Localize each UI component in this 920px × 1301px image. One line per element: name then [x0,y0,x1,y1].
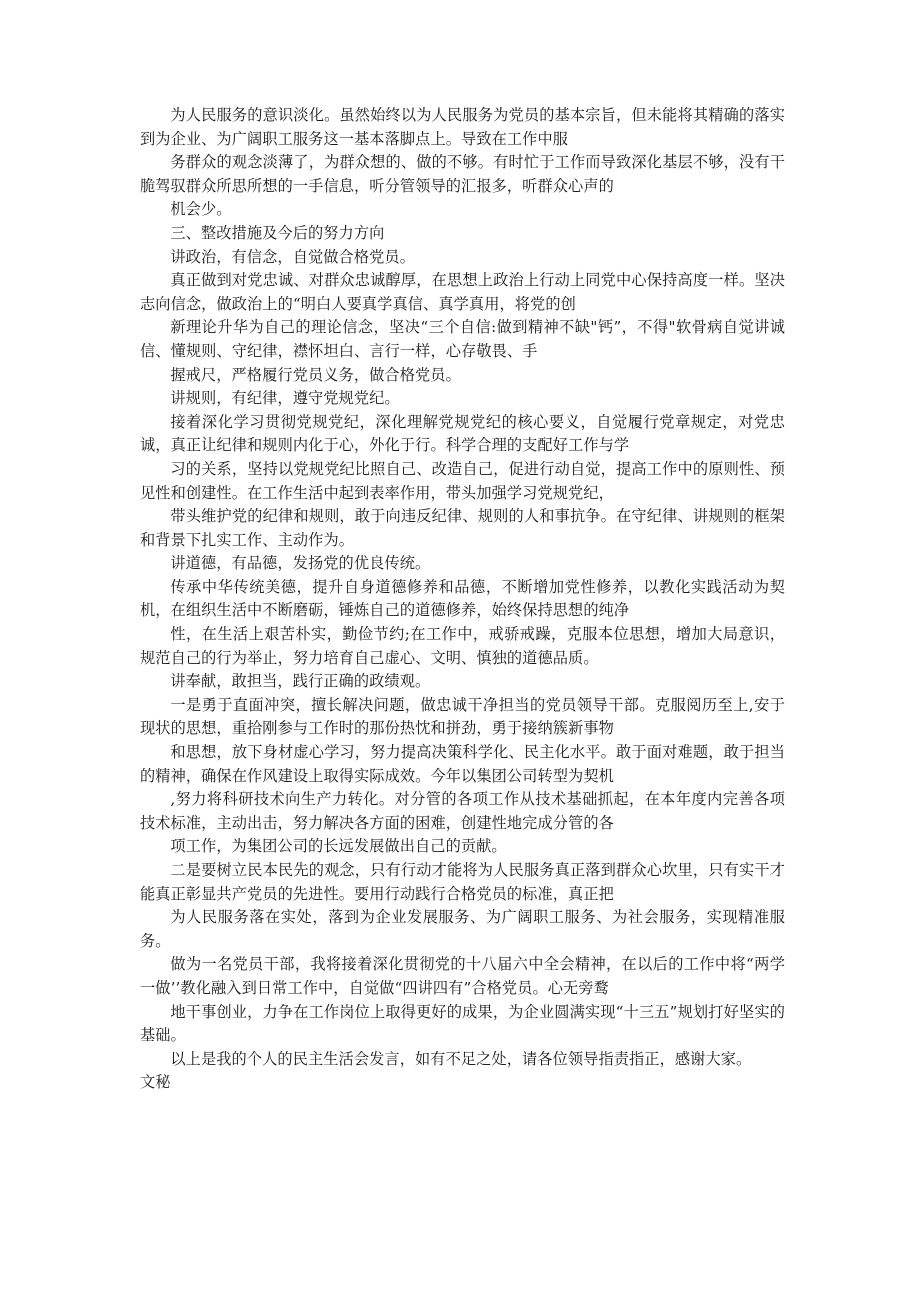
section-heading: 三、整改措施及今后的努力方向 [170,223,385,242]
paragraph: 讲道德，有品德，发扬党的优良传统。 [170,554,431,573]
paragraph: 传承中华传统美德，提升自身道德修养和品德，不断增加党性修养，以教化实践活动为契机，在组织生活中不断磨砺，锤炼自己的道德修养，始终保持思想的纯净 [140,577,785,620]
paragraph: 一是勇于直面冲突，擅长解决问题，做忠诚干净担当的党员领导干部。克服阅历至上,安于现状的思想，重拾刚参与工作时的那份热忱和拼劲，勇于接纳簇新事物 [140,695,785,738]
paragraph: 二是要树立民本民先的观念，只有行动才能将为人民服务真正落到群众心坎里，只有实干才能真正彰显共产党员的先进性。要用行动践行合格党员的标准，真正把 [140,861,785,903]
paragraph: 项工作，为集团公司的长远发展做出自己的贡献。 [170,837,507,856]
paragraph: 为人民服务落在实处，落到为企业发展服务、为广阔职工服务、为社会服务，实现精准服务。 [140,908,785,950]
paragraph: 习的关系，坚持以党规党纪比照自己、改造自己，促进行动自觉，提高工作中的原则性、预见性和创建性。在工作生活中起到表率作用，带头加强学习党规党纪， [140,459,785,502]
paragraph: 做为一名党员干部，我将接着深化贯彻党的十八届六中全会精神，在以后的工作中将“两学一做’’教化融入到日常工作中，自觉做“四讲四有”合格党员。心无旁鹜 [140,955,785,997]
footer-label: 文秘 [140,1073,171,1092]
paragraph: 性，在生活上艰苦朴实，勤俭节约;在工作中，戒骄戒躁，克服本位思想，增加大局意识，规范自己的行为举止，努力培育自己虚心、文明、慎独的道德品质。 [140,625,785,667]
paragraph: 握戒尺，严格履行党员义务，做合格党员。 [170,365,461,384]
paragraph: 接着深化学习贯彻党规党纪，深化理解党规党纪的核心要义，自觉履行党章规定，对党忠诚，真正让纪律和规则内化于心，外化于行。科学合理的支配好工作与学 [140,412,785,455]
paragraph: 讲政治，有信念，自觉做合格党员。 [170,247,415,266]
document-body [140,104,785,1095]
paragraph: 和思想，放下身材虚心学习，努力提高决策科学化、民主化水平。敢于面对难题，敢于担当的精神，确保在作风建设上取得实际成效。今年以集团公司转型为契机 [140,743,785,785]
paragraph: 带头维护党的纪律和规则，敢于向违反纪律、规则的人和事抗争。在守纪律、讲规则的框架和背景下扎实工作、主动作为。 [140,507,785,549]
paragraph: 讲奉献，敢担当，践行正确的政绩观。 [170,672,431,691]
paragraph: 务群众的观念淡薄了，为群众想的、做的不够。有时忙于工作而导致深化基层不够，没有干脆驾驭群众所思所想的一手信息，听分管领导的汇报多，听群众心声的 [140,153,785,195]
paragraph: 以上是我的个人的民主生活会发言，如有不足之处，请各位领导指责指正，感谢大家。 [170,1049,752,1068]
paragraph: 真正做到对党忠诚、对群众忠诚醇厚，在思想上政治上行动上同党中心保持高度一样。坚决志向信念，做政治上的“明白人要真学真信、真学真用，将党的创 [140,271,785,313]
paragraph: 机会少。 [170,200,232,219]
paragraph: 新理论升华为自己的理论信念，坚决“三个自信:做到精神不缺"钙”，不得"软骨病自觉讲诚信、懂规则、守纪律，襟怀坦白、言行一样，心存敬畏、手 [140,318,785,360]
paragraph: 地干事创业，力争在工作岗位上取得更好的成果，为企业圆满实现“十三五”规划打好坚实的基础。 [140,1002,785,1045]
paragraph: ,努力将科研技术向生产力转化。对分管的各项工作从技术基础抓起，在本年度内完善各项技术标准，主动出击，努力解决各方面的困难，创建性地完成分管的各 [140,790,785,832]
paragraph: 讲规则，有纪律，遵守党规党纪。 [170,389,400,408]
paragraph: 为人民服务的意识淡化。虽然始终以为人民服务为党员的基本宗旨，但未能将其精确的落实到为企业、为广阔职工服务这一基本落脚点上。导致在工作中服 [140,106,785,148]
